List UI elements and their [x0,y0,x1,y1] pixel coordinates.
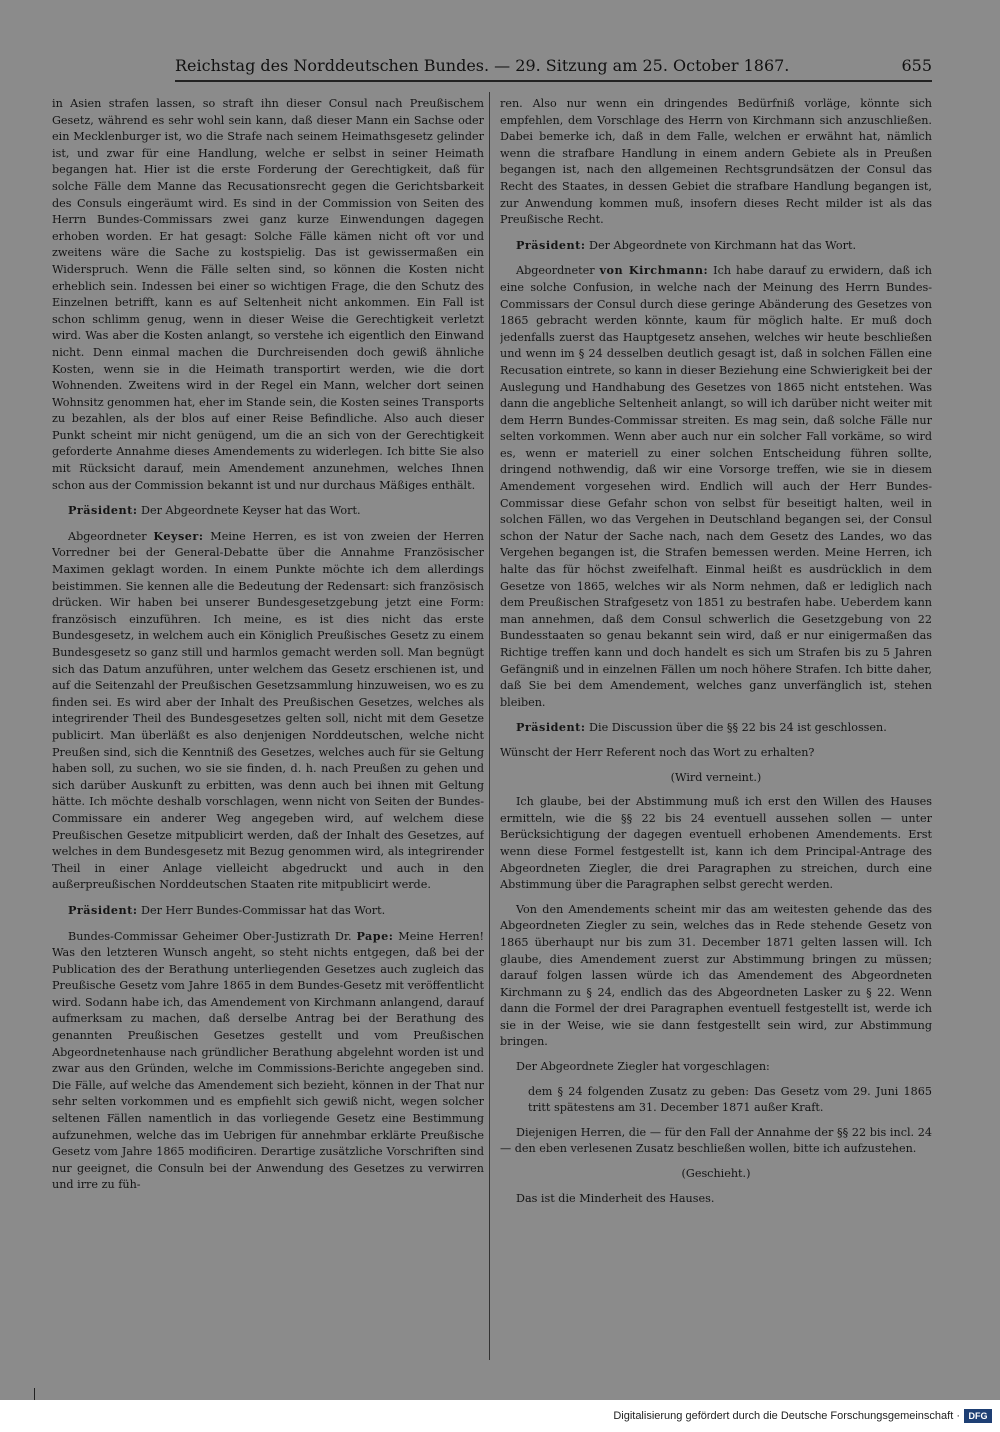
page-header [175,56,932,78]
paragraph-continuation [52,96,484,494]
speech-paragraph [500,237,932,255]
paragraph-continuation [500,96,932,229]
column-divider [489,92,490,1360]
page-header-title: Reichstag des Norddeutschen Bundes. — 29. Sitzung am 25. October 1867. [175,56,790,75]
speaker-name: Keyser: [153,528,204,543]
paragraph-text: Der Abgeordnete Ziegler hat vorgeschlagen: [516,1060,770,1074]
paragraph [500,1059,932,1076]
speech-paragraph [52,902,484,920]
paragraph-text: dem § 24 folgenden Zusatz zu geben: Das Gesetz vom 29. Juni 1865 tritt spätestens am 31. December 1871 außer Kraft. [528,1084,932,1115]
paragraph [500,794,932,894]
paragraph-text: Ich glaube, bei der Abstimmung muß ich erst den Willen des Hauses ermitteln, wie die §§ 22 bis 24 eventuell aussehen sollen — unter Berücksichtigung der dagegen eventuell erhobenen Amendements. Erst wenn diese Formel festgestellt ist, kann ich dem Principal-Antrage des Abgeordneten Ziegler, die drei Paragraphen zu streichen, durch eine Abstimmung über die Paragraphen selbst gerecht werden. [500,795,932,892]
dfg-logo: DFG [964,1409,992,1423]
stage-direction [500,770,932,787]
stage-direction [500,1166,932,1183]
paragraph-text: (Wird verneint.) [670,770,762,784]
speaker-title: Bundes-Commissar Geheimer Ober-Justizrath Dr. [68,929,352,943]
speech-paragraph [52,528,484,894]
speech-paragraph [52,502,484,520]
header-rule [175,80,932,82]
left-column [52,96,484,1358]
paragraph-text: Von den Amendements scheint mir das am weitesten gehende das des Abgeordneten Ziegler zu sein, welches das in Rede stehende Gesetz von 1865 überhaupt nur bis zum 31. December 1871 gelten lassen will. Ich glaube, dies Amendement zuerst zur Abstimmung bringen zu müssen; darauf folgen lassen würde ich das Amendement des Abgeordneten Kirchmann zu § 24, endlich das des Abgeordneten Lasker zu § 22. Wenn dann die Formel der drei Paragraphen eventuell festgestellt ist, werde ich sie in der Weise, wie sie dann festgestellt sein wird, zur Abstimmung bringen. [500,902,932,1049]
paragraph-text: (Geschieht.) [681,1167,751,1181]
speaker-name: Präsident: [516,720,586,735]
speaker-title: Abgeordneter [68,529,147,543]
paragraph-continuation [500,745,932,762]
paragraph-text: Ich habe darauf zu erwidern, daß ich eine solche Confusion, in welche nach der Meinung des Herrn Bundes-Commissars der Consul durch diese geringe Abänderung des Gesetzes von 1865 gebracht werden könnte, kaum für möglich halte. Er muß doch jedenfalls zuerst das Hauptgesetz ansehen, welches wir heute beschließen und wenn im § 24 desselben deutlich gesagt ist, daß in solchen Fällen eine Recusation eintrete, so kann in dieser Beziehung eine Schwierigkeit bei der Auslegung und Handhabung des Gesetzes von 1865 nicht entstehen. Was dann die angebliche Seltenheit anlangt, so will ich darüber nicht weiter mit dem Herrn Bundes-Commissar streiten. Es mag sein, daß solche Fälle nur selten vorkommen. Wenn aber auch nur ein solcher Fall vorkäme, so wird es, wenn er materiell zu einer solchen Entscheidung führen sollte, dringend nothwendig, daß wir eine Vorsorge treffen, wie sie in diesem Amendement vorgesehen wird. Endlich will auch der Herr Bundes-Commissar diese Gefahr schon von selbst für beseitigt halten, weil in solchen Fällen, wo das Vergehen in Deutschland begangen sei, der Consul schon der Natur der Sache nach, nach dem Gesetz des Landes, wo das Vergehen begangen ist, die Strafen bemessen werden. Meine Herren, ich halte das für höchst zweifelhaft. Einmal heißt es ausdrücklich in dem Gesetze von 1865, welches wir als Norm nehmen, daß er lediglich nach dem Preußischen Strafgesetz von 1851 zu bestrafen habe. Ueberdem kann man annehmen, daß dem Consul schwerlich die Gesetzgebung von 22 Bundesstaaten so genau bekannt sein wird, daß er nur einigermaßen das Richtige treffen kann und doch handelt es sich um Strafen bis zu 5 Jahren Gefängniß und in einzelnen Fällen um noch höhere Strafen. Ich bitte daher, daß Sie bei dem Amendement, welches ganz unverfänglich ist, stehen bleiben. [500,264,932,709]
paragraph-text: in Asien strafen lassen, so straft ihn dieser Consul nach Preußischem Gesetz, während es sehr wohl sein kann, daß dieser Mann ein Sachse oder ein Mecklenburger ist, wo die Strafe nach seinem Heimathsgesetz gelinder ist, und zwar für eine Handlung, welche er selbst in seiner Heimath begangen hat. Hier ist die erste Forderung der Gerechtigkeit, daß für solche Fälle dem Manne das Recusationsrecht gegen die Gerichtsbarkeit des Consuls eingeräumt wird. Es sind in der Commission von Seiten des Herrn Bundes-Commissars zwei ganz kurze Einwendungen dagegen erhoben worden. Er hat gesagt: Solche Fälle kämen nicht oft vor und zweitens wäre die Sache zu kostspielig. Das ist gewissermaßen ein Widerspruch. Wenn die Fälle selten sind, so können die Kosten nicht erheblich sein. Indessen bei einer so wichtigen Frage, die den Schutz des Einzelnen betrifft, kann es auf Seltenheit nicht ankommen. Ein Fall ist schon schlimm genug, wenn in dieser Weise die Gerechtigkeit verletzt wird. Was aber die Kosten anlangt, so verstehe ich eigentlich den Einwand nicht. Denn einmal machen die Durchreisenden doch gewiß ähnliche Kosten, wenn sie in die Heimath transportirt werden, wie die dort Wohnenden. Zweitens wird in der Regel ein Mann, welcher dort seinen Wohnsitz genommen hat, eher im Stande sein, die Kosten seines Transports zu bezahlen, als der blos auf einer Reise Befindliche. Also auch dieser Punkt scheint mir nicht genügend, um die an sich von der Gerechtigkeit geforderte Annahme dieses Amendements zu widerlegen. Ich bitte Sie also mit Rücksicht darauf, mein Amendement anzunehmen, welches Ihnen schon aus der Commission bekannt ist und nur durchaus Mäßiges enthält. [52,97,484,492]
paragraph-text: Die Discussion über die §§ 22 bis 24 ist geschlossen. [589,721,887,735]
quoted-motion [500,1084,932,1117]
page-number: 655 [901,56,932,75]
paragraph-text: Diejenigen Herren, die — für den Fall der Annahme der §§ 22 bis incl. 24 — den eben verlesenen Zusatz beschließen wollen, bitte ich aufzustehen. [500,1125,932,1156]
paragraph-text: Meine Herren! Was den letzteren Wunsch angeht, so steht nichts entgegen, daß bei der Publication des der Berathung unterliegenden Gesetzes auch zugleich das Preußische Gesetz vom Jahre 1865 in dem Bundes-Gesetz mit veröffentlicht wird. Sodann habe ich, das Amendement von Kirchmann anlangend, darauf aufmerksam zu machen, daß derselbe Antrag bei der Berathung des genannten Preußischen Gesetzes gestellt und vom Preußischen Abgeordnetenhause nach gründlicher Berathung abgelehnt worden ist und zwar aus den Gründen, welche im Commissions-Berichte angegeben sind. Die Fälle, auf welche das Amendement sich bezieht, können in der That nur sehr selten vorkommen und es empfiehlt sich gewiß nicht, wegen solcher seltenen Fällen namentlich in das vorliegende Gesetz eine Bestimmung aufzunehmen, welche das im Uebrigen für annehmbar erklärte Preußische Gesetz vom Jahre 1865 modificiren. Derartige zusätzliche Vorschriften sind nur geeignet, die Consuln bei der Anwendung des Gesetzes zu verwirren und irre zu füh- [52,929,484,1192]
speaker-name: Präsident: [516,237,586,252]
speech-paragraph [500,262,932,711]
speech-paragraph [500,719,932,737]
paragraph [500,1191,932,1208]
speaker-title: Abgeordneter [516,264,595,278]
paragraph [500,902,932,1051]
paragraph-text: Das ist die Minderheit des Hauses. [516,1191,715,1205]
footer-bar [0,1400,1000,1432]
margin-mark [34,1388,35,1400]
paragraph-text: ren. Also nur wenn ein dringendes Bedürfniß vorläge, könnte sich empfehlen, dem Vorschlage des Herrn von Kirchmann sich anzuschließen. Dabei bemerke ich, daß in dem Falle, welchen er erwähnt hat, nämlich wenn die strafbare Handlung in einem andern Gebiete als in Preußen begangen ist, nach den allgemeinen Rechtsgrundsätzen der Consul das Recht des Staates, in dessen Gebiet die strafbare Handlung begangen ist, zur Anwendung kommen muß, insofern dieses Recht milder ist als das Preußische Recht. [500,97,932,227]
paragraph-text: Der Herr Bundes-Commissar hat das Wort. [141,903,386,917]
paragraph-text: Wünscht der Herr Referent noch das Wort zu erhalten? [500,745,815,759]
paragraph-text: Der Abgeordnete Keyser hat das Wort. [141,504,361,518]
paragraph [500,1125,932,1158]
speaker-name: Pape: [356,928,394,943]
speaker-name: von Kirchmann: [599,263,709,278]
digitization-credit: Digitalisierung gefördert durch die Deutsche Forschungsgemeinschaft · [613,1410,960,1422]
paragraph-text: Der Abgeordnete von Kirchmann hat das Wort. [589,238,857,252]
speaker-name: Präsident: [68,503,138,518]
right-column [500,96,932,1358]
paragraph-text: Meine Herren, es ist von zweien der Herren Vorredner bei der General-Debatte über die Annahme Französischer Maximen geklagt worden. In einem Punkte möchte ich dem allerdings beistimmen. Sie kennen alle die Bedeutung der Redensart: sich französisch drücken. Wir haben bei unserer Bundesgesetzgebung jetzt eine Form: französisch einzuführen. Ich meine, es ist dies nicht das erste Bundesgesetz, in welchem auch ein Königlich Preußisches Gesetz zu einem Bundesgesetz so ganz still und harmlos gemacht werden soll. Man begnügt sich das Datum anzuführen, unter welchem das Gesetz erschienen ist, und auf die Seitenzahl der Preußischen Gesetzsammlung hinzuweisen, wo es zu finden sei. Es wird aber der Inhalt des Preußischen Gesetzes, welches als integrirender Theil des Bundesgesetzes gelten soll, nicht mit dem Gesetze publicirt. Man überläßt es also denjenigen Norddeutschen, welche nicht Preußen sind, sich die Kenntniß des Gesetzes, welches auch für sie Geltung haben soll, zu suchen, wo sie sie finden, d. h. nach Preußen zu gehen und sich darüber Auskunft zu erbitten, was denn auch bei ihnen mit Geltung hätte. Ich möchte deshalb vorschlagen, wenn nicht von Seiten der Bundes-Commissare ein anderer Weg angegeben wird, auf welchem diese Preußischen Gesetze mitpublicirt werden, daß der Inhalt des Gesetzes, auf welches in dem Bundesgesetz mit Bezug genommen wird, als integrirender Theil in einer Anlage vielleicht abgedruckt und auch in den außerpreußischen Norddeutschen Staaten rite mitpublicirt werde. [52,529,484,892]
speaker-name: Präsident: [68,902,138,917]
speech-paragraph [52,928,484,1195]
